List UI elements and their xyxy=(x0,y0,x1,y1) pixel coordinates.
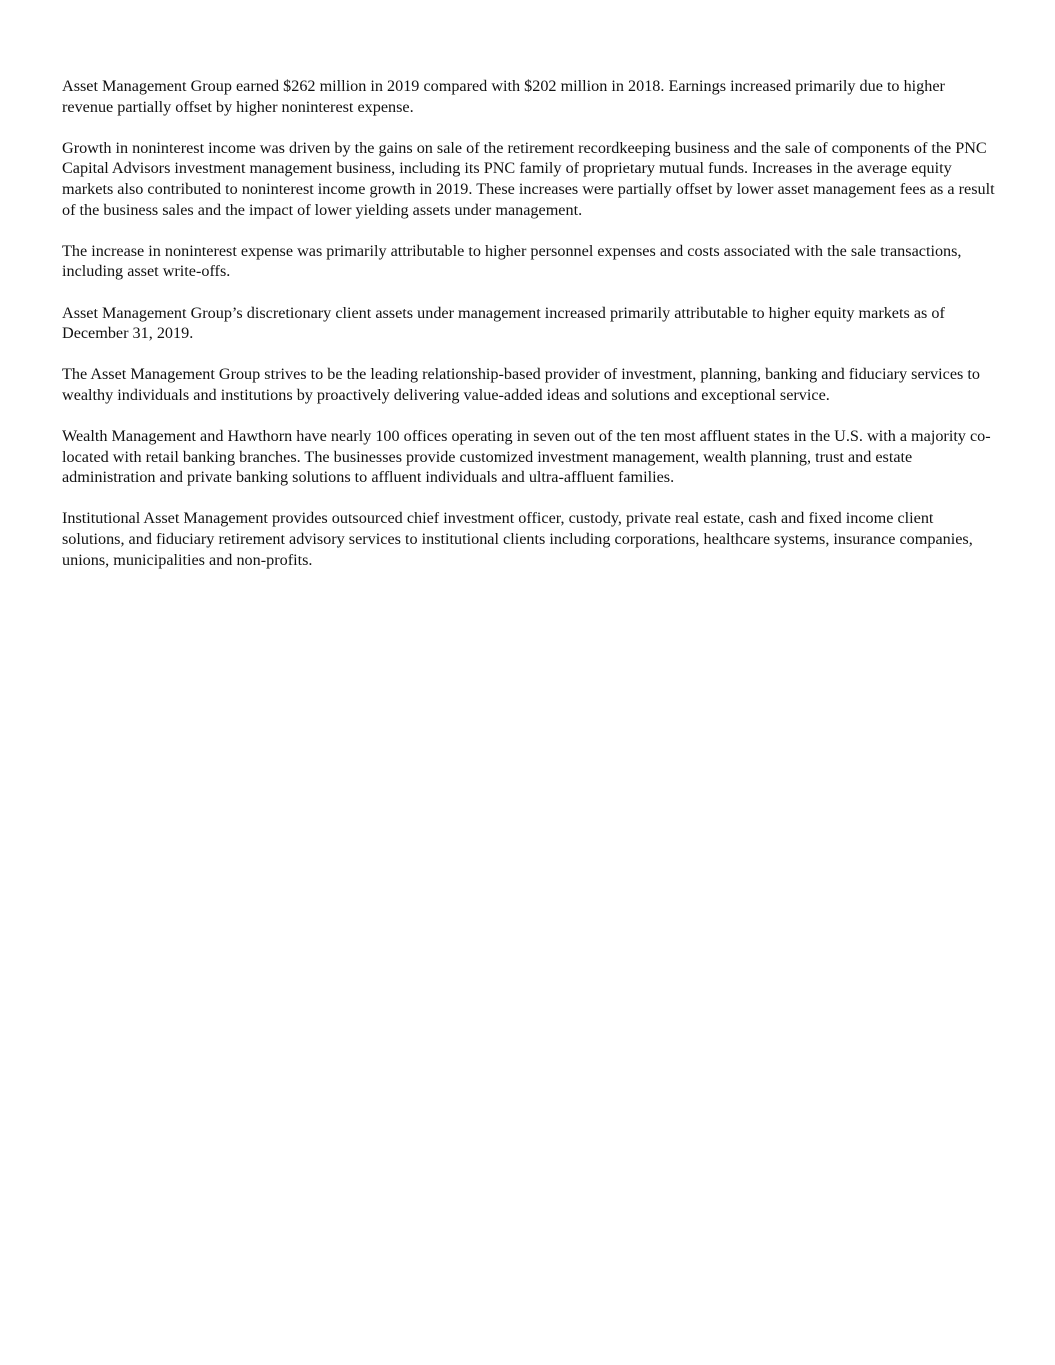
paragraph-group-mission: The Asset Management Group strives to be the leading relationship-based provider of investment, planning, banking and fiduciary services to wealthy individuals and institutions by proactively delivering value-added ideas and solutions and exceptional service. xyxy=(62,365,980,404)
paragraph-institutional-asset-management: Institutional Asset Management provides outsourced chief investment officer, custody, private real estate, cash and fixed income client solutions, and fiduciary retirement advisory services to institutional clients including corporations, healthcare systems, insurance companies, unions, municipalities and non-profits. xyxy=(62,509,973,569)
paragraph-client-assets: Asset Management Group’s discretionary client assets under management increased primarily attributable to higher equity markets as of December 31, 2019. xyxy=(62,303,945,343)
document-page xyxy=(62,76,997,591)
paragraph-earnings: Asset Management Group earned $262 million in 2019 compared with $202 million in 2018. Earnings increased primarily due to higher revenue partially offset by higher noninterest expense. xyxy=(62,77,945,116)
paragraph-noninterest-income-growth: Growth in noninterest income was driven by the gains on sale of the retirement recordkeeping business and the sale of components of the PNC Capital Advisors investment management business, including its PNC family of proprietary mutual funds. Increases in the average equity markets also contributed to noninterest income growth in 2019. These increases were partially offset by lower asset management fees as a result of the business sales and the impact of lower yielding assets under management. xyxy=(62,138,995,219)
paragraph-noninterest-expense: The increase in noninterest expense was primarily attributable to higher personnel expenses and costs associated with the sale transactions, including asset write-offs. xyxy=(62,241,962,281)
paragraph-wealth-management: Wealth Management and Hawthorn have nearly 100 offices operating in seven out of the ten most affluent states in the U.S. with a majority co-located with retail banking branches. The businesses provide customized investment management, wealth planning, trust and estate administration and private banking solutions to affluent individuals and ultra-affluent families. xyxy=(62,427,991,487)
